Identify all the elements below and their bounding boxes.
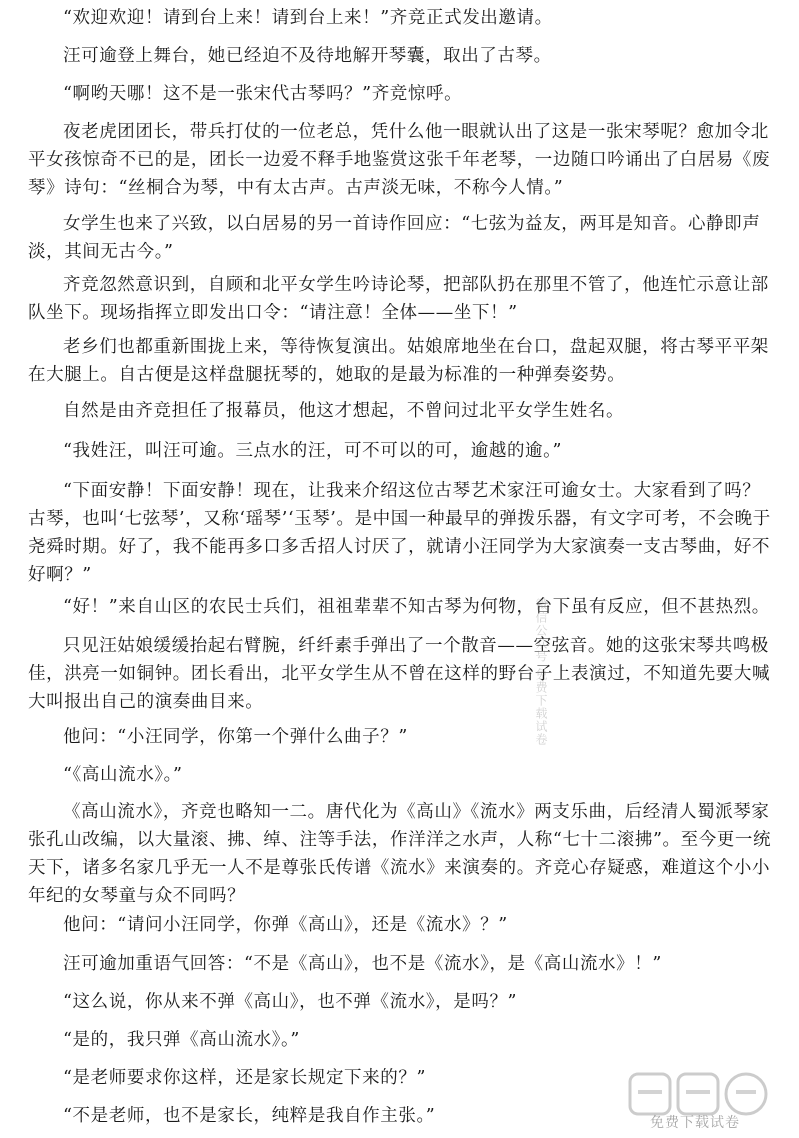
- paragraph: “是的，我只弹《高山流水》。”: [63, 1030, 300, 1050]
- paragraph: 汪可逾加重语气回答：“不是《高山》，也不是《流水》，是《高山流水》！”: [63, 954, 662, 974]
- paragraph: 他问：“请问小汪同学，你弹《高山》，还是《流水》？”: [63, 915, 508, 935]
- paragraph: 女学生也来了兴致，以白居易的另一首诗作回应：“七弦为益友，两耳是知音。心静即声淡，其间无古今。”: [28, 214, 761, 262]
- paragraph: “好！”来自山区的农民士兵们，祖祖辈辈不知古琴为何物，台下虽有反应，但不甚热烈。: [63, 597, 770, 617]
- paragraph: 他问：“小汪同学，你第一个弹什么曲子？”: [63, 727, 408, 747]
- paragraph: 汪可逾登上舞台，她已经迫不及待地解开琴囊，取出了古琴。: [63, 46, 552, 66]
- paragraph: 自然是由齐竞担任了报幕员，他这才想起，不曾问过北平女学生姓名。: [63, 401, 625, 421]
- watermark-logo-subtext: 免费下载试卷: [650, 1115, 740, 1131]
- paragraph: “这么说，你从来不弹《高山》，也不弹《流水》，是吗？”: [63, 992, 518, 1012]
- paragraph: 《高山流水》，齐竞也略知一二。唐代化为《高山》《流水》两支乐曲，后经清人蜀派琴家张孔山改编，以大量滚、拂、绰、注等手法，作洋洋之水声，人称“七十二滚拂”。至今更一统天下，诸多名家几乎无一人不是尊张氏传谱《流水》来演奏的。齐竞心存疑惑，难道这个小小年纪的女琴童与众不同吗？: [28, 802, 772, 906]
- paragraph: “《高山流水》。”: [63, 765, 183, 785]
- paragraph: 夜老虎团团长，带兵打仗的一位老总，凭什么他一眼就认出了这是一张宋琴呢？愈加令北平女孩惊奇不已的是，团长一边爱不释手地鉴赏这张千年老琴，一边随口吟诵出了白居易《废琴》诗句：“丝桐合为琴，中有太古声。古声淡无味，不称今人情。”: [28, 122, 771, 198]
- paragraph: “下面安静！下面安静！现在，让我来介绍这位古琴艺术家汪可逾女士。大家看到了吗？古琴，也叫‘七弦琴’，又称‘瑶琴’‘玉琴’。是中国一种最早的弹拨乐器，有文字可考，不会晚于尧舜时期。好了，我不能再多口多舌招人讨厌了，就请小汪同学为大家演奏一支古琴曲，好不好啊？”: [28, 481, 771, 585]
- paragraph: “我姓汪，叫汪可逾。三点水的汪，可不可以的可，逾越的逾。”: [63, 441, 563, 461]
- paragraph: “是老师要求你这样，还是家长规定下来的？”: [63, 1068, 426, 1088]
- paragraph: “欢迎欢迎！请到台上来！请到台上来！”齐竞正式发出邀请。: [63, 8, 553, 28]
- paragraph: 齐竞忽然意识到，自顾和北平女学生吟诗论琴，把部队扔在那里不管了，他连忙示意让部队坐下。现场指挥立即发出口令：“请注意！全体——坐下！”: [28, 275, 769, 323]
- paragraph: “啊哟天哪！这不是一张宋代古琴吗？”齐竞惊呼。: [63, 84, 463, 104]
- paragraph: 老乡们也都重新围拢上来，等待恢复演出。姑娘席地坐在台口，盘起双腿，将古琴平平架在大腿上。自古便是这样盘腿抚琴的，她取的是最为标准的一种弹奏姿势。: [28, 337, 769, 385]
- watermark-vertical-text: 微信公众号 免费下载试卷: [534, 598, 548, 746]
- paragraph: 只见汪姑娘缓缓抬起右臂腕，纤纤素手弹出了一个散音——空弦音。她的这张宋琴共鸣极佳，洪亮一如铜钟。团长看出，北平女学生从不曾在这样的野台子上表演过，不知道先要大喊大叫报出自己的演奏曲目来。: [28, 636, 771, 712]
- paragraph: “不是老师，也不是家长，纯粹是我自作主张。”: [63, 1106, 436, 1126]
